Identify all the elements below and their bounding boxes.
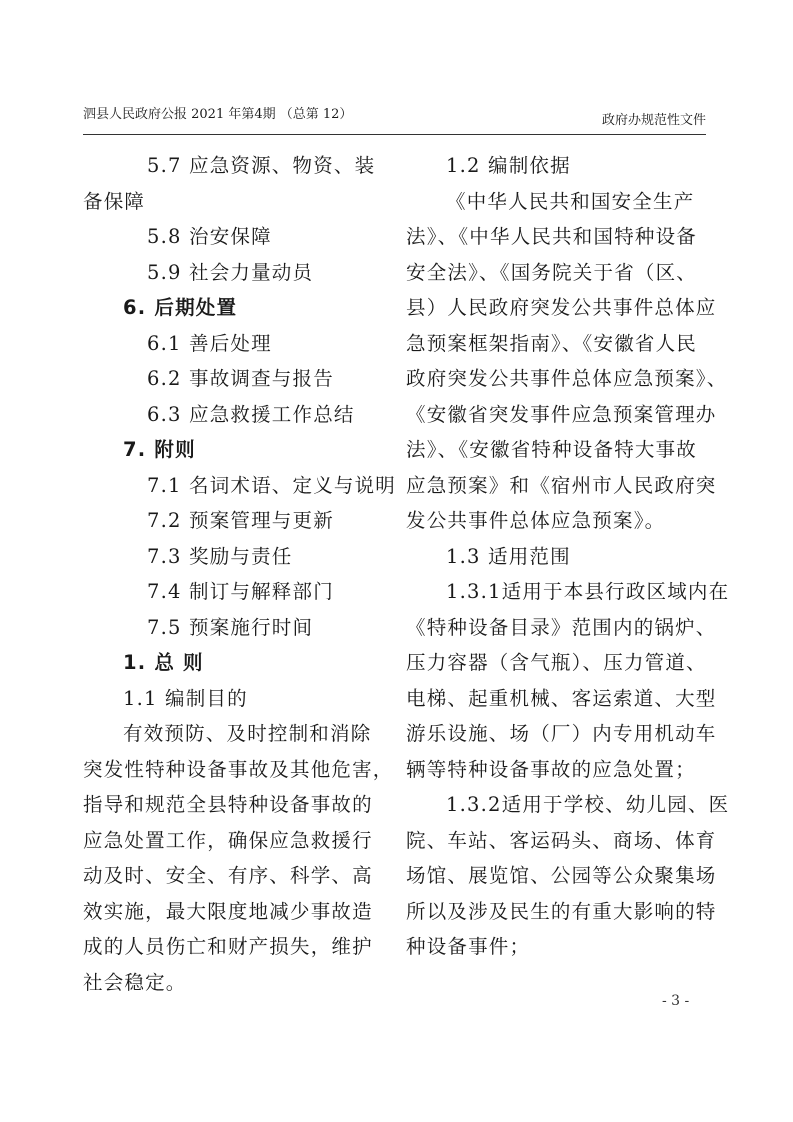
paragraph-line: 1.3.1适用于本县行政区域内在	[446, 580, 730, 603]
paragraph-line: 所以及涉及民生的有重大影响的特	[406, 899, 717, 923]
paragraph-line: 场馆、展览馆、公园等公众聚集场	[406, 864, 717, 887]
paragraph-line: 游乐设施、场（厂）内专用机动车	[406, 722, 717, 745]
toc-heading-7: 7. 附则	[123, 438, 196, 461]
gazette-issue-title: 泗县人民政府公报 2021 年第4期 （总第 12）	[83, 107, 353, 122]
paragraph-line: 政府突发公共事件总体应急预案》、	[406, 367, 728, 390]
section-heading-1-1: 1.1 编制目的	[123, 686, 248, 710]
paragraph-line: 效实施，最大限度地减少事故造	[83, 899, 373, 923]
paragraph-line: 辆等特种设备事故的应急处置；	[406, 757, 696, 781]
toc-item-7-4: 7.4 制订与解释部门	[147, 580, 334, 603]
paragraph-line: 社会稳定。	[83, 970, 187, 994]
toc-item-7-2: 7.2 预案管理与更新	[147, 509, 334, 532]
paragraph-line: 县）人民政府突发公共事件总体应	[406, 296, 717, 319]
paragraph-line: 急预案框架指南》、《安徽省人民	[406, 331, 698, 355]
paragraph-line: 法》、《中华人民共和国特种设备	[406, 225, 698, 248]
paragraph-line: 发公共事件总体应急预案》。	[406, 509, 666, 532]
toc-item-7-5: 7.5 预案施行时间	[147, 615, 314, 639]
document-category: 政府办规范性文件	[601, 113, 706, 128]
paragraph-line: 指导和规范全县特种设备事故的	[83, 793, 373, 816]
section-heading-1-3: 1.3 适用范围	[446, 544, 571, 568]
section-heading-1: 1. 总 则	[123, 651, 204, 674]
paragraph-line: 安全法》、《国务院关于省（区、	[406, 260, 698, 284]
toc-item-5-7-continued: 备保障	[83, 189, 146, 213]
toc-item-5-9: 5.9 社会力量动员	[147, 260, 314, 284]
paragraph-line: 动及时、安全、有序、科学、高	[83, 864, 373, 887]
paragraph-line: 《中华人民共和国安全生产	[446, 189, 695, 213]
toc-item-6-1: 6.1 善后处理	[147, 331, 272, 355]
paragraph-line: 应急预案》和《宿州市人民政府突	[406, 473, 717, 497]
paragraph-line: 突发性特种设备事故及其他危害，	[83, 757, 394, 781]
paragraph-line: 法》、《安徽省特种设备特大事故	[406, 438, 698, 461]
section-heading-1-2: 1.2 编制依据	[446, 154, 571, 177]
paragraph-line: 压力容器（含气瓶）、压力管道、	[406, 651, 707, 674]
paragraph-line: 《安徽省突发事件应急预案管理办	[406, 402, 717, 426]
paragraph-line: 成的人员伤亡和财产损失，维护	[83, 935, 373, 958]
paragraph-line: 院、车站、客运码头、商场、体育	[406, 828, 717, 852]
toc-item-5-7: 5.7 应急资源、物资、装	[147, 154, 376, 177]
toc-item-5-8: 5.8 治安保障	[147, 225, 272, 248]
paragraph-line: 有效预防、及时控制和消除	[123, 722, 372, 745]
paragraph-line: 应急处置工作，确保应急救援行	[83, 828, 373, 852]
left-column	[83, 148, 397, 1000]
header-divider	[83, 134, 706, 135]
paragraph-line: 种设备事件；	[406, 935, 531, 958]
paragraph-line: 电梯、起重机械、客运索道、大型	[406, 686, 717, 710]
toc-item-6-2: 6.2 事故调查与报告	[147, 367, 334, 390]
paragraph-line: 《特种设备目录》范围内的锅炉、	[406, 615, 717, 639]
toc-item-7-3: 7.3 奖励与责任	[147, 544, 293, 568]
toc-item-7-1: 7.1 名词术语、定义与说明	[147, 473, 397, 497]
right-column	[406, 148, 730, 965]
page-number: - 3 -	[662, 993, 690, 1009]
toc-heading-6: 6. 后期处置	[123, 296, 238, 319]
toc-item-6-3: 6.3 应急救援工作总结	[147, 402, 355, 426]
page-header	[83, 103, 706, 127]
paragraph-line: 1.3.2适用于学校、幼儿园、医	[446, 793, 730, 816]
